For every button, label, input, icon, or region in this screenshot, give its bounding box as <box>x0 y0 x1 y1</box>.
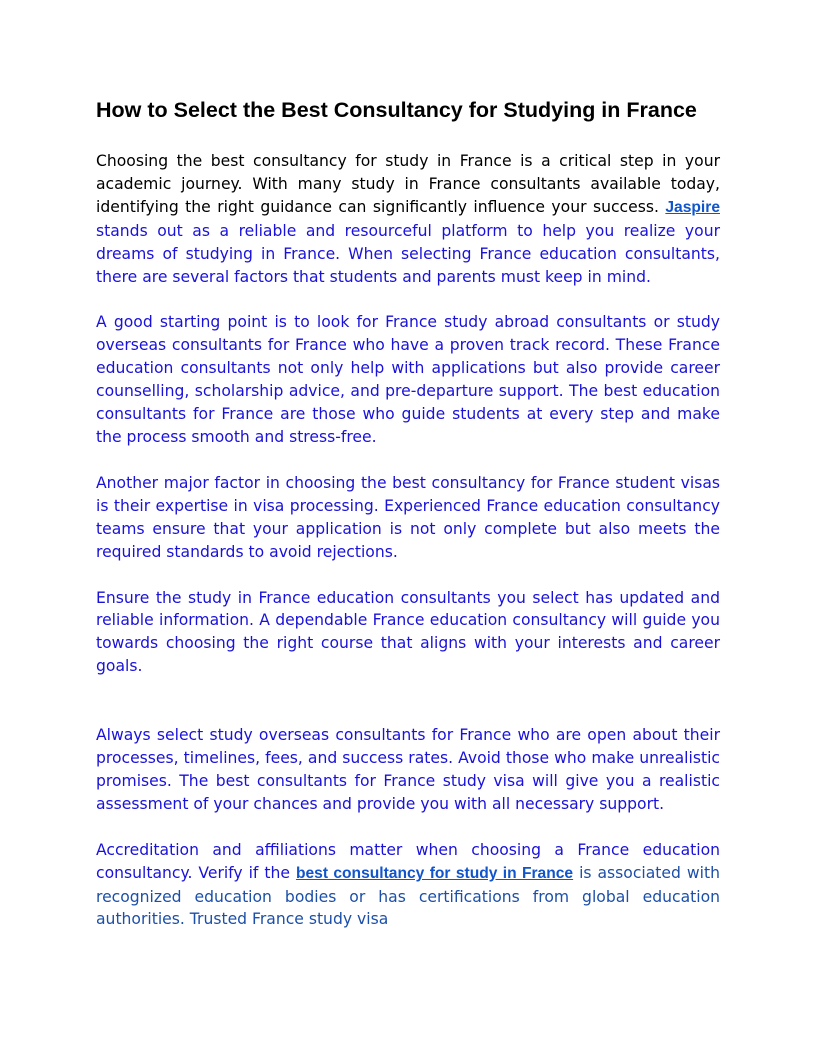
accreditation-rest-text: is associated with recognized education bodies or has certifications from global education authorities. Trusted France study visa <box>96 863 720 929</box>
paragraph-intro <box>96 150 720 288</box>
paragraph-visa-expertise: Another major factor in choosing the best consultancy for France student visas is their expertise in visa processing. Experienced France education consultancy teams ensure that your application is not only complete but also meets the required standards to avoid rejections. <box>96 473 720 561</box>
paragraph-accreditation <box>96 839 720 932</box>
paragraph-track-record: A good starting point is to look for France study abroad consultants or study overseas consultants for France who have a proven track record. These France education consultants not only help with applications but also provide career counselling, scholarship advice, and pre-departure support. The best education consultants for France are those who guide students at every step and make the process smooth and stress-free. <box>96 313 720 446</box>
jaspire-link[interactable]: Jaspire <box>665 198 720 216</box>
intro-rest-text: stands out as a reliable and resourceful platform to help you realize your dreams of studying in France. When selecting France education consultants, there are several factors that students and parents must keep in mind. <box>96 221 720 286</box>
best-consultancy-link[interactable]: best consultancy for study in France <box>295 864 574 882</box>
document-page <box>96 94 720 931</box>
paragraph-reliable-info: Ensure the study in France education consultants you select has updated and reliable information. A dependable France education consultancy will guide you towards choosing the right course that aligns with your interests and career goals. <box>96 588 720 676</box>
accreditation-lead-text: Accreditation and affiliations matter when choosing a France education consultancy. Verify if the <box>96 840 720 882</box>
page-title: How to Select the Best Consultancy for Studying in France <box>96 98 697 122</box>
intro-lead-text: Choosing the best consultancy for study in France is a critical step in your academic journey. With many study in France consultants available today, identifying the right guidance can significantly influence your success. <box>96 152 720 216</box>
paragraph-transparency: Always select study overseas consultants for France who are open about their processes, timelines, fees, and success rates. Avoid those who make unrealistic promises. The best consultants for France study visa will give you a realistic assessment of your chances and provide you with all necessary support. <box>96 726 720 813</box>
